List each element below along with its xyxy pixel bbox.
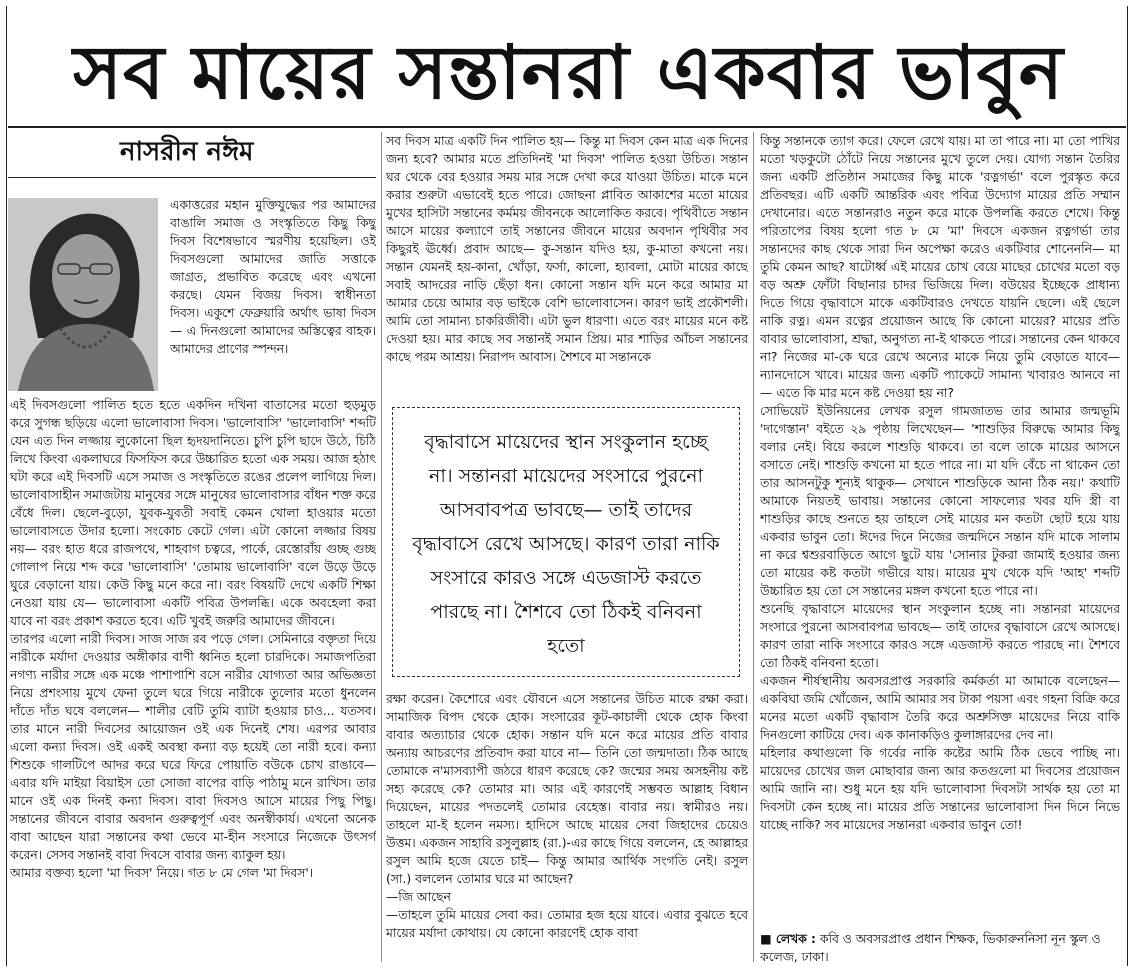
- pull-quote: বৃদ্ধাবাসে মায়েদের স্থান সংকুলান হচ্ছে না। সন্তানরা মায়েদের সংসারে পুরনো আসবাবপত্র ভাবছে— তাই তাদের বৃদ্ধাবাসে রেখে আসছে। কারণ তারা নাকি সংসারে কারও সঙ্গে এডজাস্ট করতে পারছে না। শৈশবে তো ঠিকই বনিবনা হতো: [412, 431, 720, 657]
- col2-reply-1: —জি আছেন: [386, 890, 451, 904]
- col1-paragraph-1: এই দিবসগুলো পালিত হতে হতে একদিন দখিনা বাতাসের মতো হুড়মুড় করে সুগন্ধ ছড়িয়ে এলো ভালোবাসা দিবস। 'ভালোবাসি' 'ভালোবাসি' শব্দটি যেন এত দিন লজ্জায় লুকোনো ছিল হৃদয়দানিতে। চুপি চুপি ছাদে উঠে, চিঠি লিখে কিংবা একলাঘরে ফিসফিস করে উচ্চারিত হতো এক সময়। আজ হঠাৎ ঘটা করে এই দিবসটি এসে সমাজ ও সংস্কৃতিতে রঙের প্রলেপ লাগিয়ে দিল। ভালোবাসাহীন সমাজটায় মানুষের সঙ্গে মানুষের ভালোবাসার বাঁধন শক্ত করে বেঁধে দিল। ছেলে-বুড়ো, যুবক-যুবতী সবাই কেমন খোলা হাওয়ার মতো ভালোবাসতে উদার হলো। সংকোচ কেটে গেল। এটা কোনো লজ্জার বিষয় নয়— বরং হাত ধরে রাজপথে, শাহবাগ চত্বরে, পার্কে, রেস্তোরাঁয় গুচ্ছ গুচ্ছ গোলাপ নিয়ে শব্দ করে 'ভালোবাসি' 'তোমায় ভালোবাসি' বলে উড়ে উড়ে ঘুরে বেড়ানো যায়। কেউ কিছু মনে করে না। বরং বিষয়টি দেখে একটি শিক্ষা নেওয়া যায় যে— ভালোবাসা একটি পবিত্র উপলব্ধি। একে অবহেলা করা যাবে না বরং প্রকাশ করতে হবে। এটি খুবই জরুরি আমাদের জীবনে।: [10, 398, 376, 628]
- portrait-image: [8, 198, 158, 391]
- col2-bottom: [386, 690, 748, 964]
- headline: সব মায়ের সন্তানরা একবার ভাবুন: [73, 30, 1064, 116]
- byline: নাসরীন নঈম: [120, 137, 254, 167]
- col1-beside-photo: [170, 196, 376, 394]
- column-separator-1: [381, 132, 382, 962]
- col3-paragraph-3: শুনেছি বৃদ্ধাবাসে মায়েদের স্থান সংকুলান হচ্ছে না। সন্তানরা মায়েদের সংসারে পুরনো আসবাবপত্র ভাবছে— তাই তাদের বৃদ্ধাবাসে রেখে আসছে। কারণ তারা নাকি সংসারে কারও সঙ্গে এডজাস্ট করতে পারছে না। শৈশবে তো ঠিকই বনিবনা হতো।: [760, 602, 1120, 670]
- col1-intro-paragraph: একাত্তরের মহান মুক্তিযুদ্ধের পর আমাদের বাঙালি সমাজ ও সংস্কৃতিতে কিছু কিছু দিবস বিশেষভাবে স্মরণীয় হয়েছিল। ওই দিবসগুলো আমাদের জাতি সত্তাকে জাগ্রত, প্রভাবিত করেছে এবং এখনো করছে। যেমন বিজয় দিবস। স্বাধীনতা দিবস। একুশে ফেব্রুয়ারি অর্থাৎ ভাষা দিবস— এ দিনগুলো আমাদের অস্তিত্বের বাহক। আমাদের প্রাণের স্পন্দন।: [170, 198, 376, 356]
- column-separator-2: [753, 132, 754, 962]
- col2-top: [386, 132, 748, 394]
- col1-paragraph-2: তারপর এলো নারী দিবস। সাজ সাজ রব পড়ে গেল। সেমিনারে বক্তৃতা দিয়ে নারীকে মর্যাদা দেওয়ার অঙ্গীকার বাণী ধ্বনিত হলো চারদিকে। সমাজপতিরা নগণ্য নারীর সঙ্গে এক মঞ্চে পাশাপাশি বসে নারীর যোগ্যতা আর অভিজ্ঞতা নিয়ে প্রশংসায় মুখে ফেনা তুলে ঘরে গিয়ে নারীকে তুলোর মতো ধুনলেন দাঁতে দাঁত ঘষে বললেন— শালীর বেটি তুমি ব্যাটা হওয়ার চাও... যতসব। তার মানে নারী দিবসের আয়োজন ওই এক দিনেই শেষ। এরপর আবার এলো কন্যা দিবস। ওই একই অবস্থা কন্যা বড় হয়েই তো নারী হবে। কন্যা শিশুকে গালটিপে আদর করে ঘরে ফিরে পোয়াতি বউকে চোখ রাঙাবে— এবার যদি মাইয়া বিয়াইস তো সোজা বাপের বাড়ি পাঠামু মনে রাখিস। তার মানে ওই এক দিনই কন্যা দিবস। বাবা দিবসও আসে মায়ের পিছু পিছু। সন্তানের জীবনে বাবার অবদান গুরুত্বপূর্ণ এবং অনস্বীকার্য। এখনো অনেক বাবা আছেন যারা সন্তানের কথা ভেবে মা-হীন সংসারে নিজেকে উৎসর্গ করেন। সেসব সন্তানই বাবা দিবসে বাবার জন্য ব্যাকুল হয়।: [10, 632, 376, 862]
- col3-paragraph-1: কিন্তু সন্তানকে ত্যাগ করে। ফেলে রেখে যায়। মা তা পারে না। মা তো পাখির মতো খড়কুটো ঠোঁটে নিয়ে সন্তানের মুখে তুলে দেয়। যোগ্য সন্তান তৈরির জন্য একটি প্রতিষ্ঠান সমাজের কিছু মাকে 'রত্নগর্ভা' বলে পুরস্কৃত করে প্রতিবছর। এটি একটি আন্তরিক এবং পবিত্র উদ্যোগ মায়ের প্রতি সম্মান দেখানোর। এতে সন্তানরাও নতুন করে মাকে উপলব্ধি করতে শেখে। কিন্তু পরিতাপের বিষয় হলো গত ৮ মে 'মা' দিবসে একজন রত্নগর্ভা তার সন্তানদের কাছ থেকে সারা দিন অপেক্ষা করেও একটিবার শোনেননি— মা তুমি কেমন আছ? ষাটোর্ধ্ব এই মায়ের চোখ বেয়ে মাছের চোখের মতো বড় বড় অশ্রু ফোঁটা বিছানার চাদর ভিজিয়ে দিল। বউয়ের ইচ্ছেকে প্রাধান্য দিতে গিয়ে বৃদ্ধাবাসে মাকে একটিবারও দেখতে যায়নি ছেলে। এই ছেলে নাকি রত্ন। এমন রত্নের প্রয়োজন আছে কি কোনো মায়ের? মায়ের প্রতি বাবার ভালোবাসা, শ্রদ্ধা, অনুগত্য না-ই থাকতে পারে। সন্তানের কেন থাকবে না? নিজের মা-কে ঘরে রেখে অন্যের মাকে নিয়ে তুমি বেড়াতে যাবে— ন্যানদোসে খাবে। মায়ের জন্য একটি প্যাকেটে সামান্য খাবারও আনবে না— এতে কি মার মনে কষ্ট দেওয়া হয় না?: [760, 134, 1120, 400]
- headline-rule: [8, 126, 1126, 128]
- col1-body: [10, 396, 376, 954]
- col3-body: [760, 132, 1120, 928]
- author-note-marker: ■ লেখক :: [760, 932, 816, 946]
- col1-paragraph-3: আমার বক্তব্য হলো 'মা দিবস' নিয়ে। গত ৮ মে গেল 'মা দিবস'।: [10, 866, 314, 880]
- col2-reply-2: —তাহলে তুমি মায়ের সেবা কর। তোমার হজ হয়ে যাবে। এবার বুঝতে হবে মায়ের মর্যাদা কোথায়। যে কোনো কারণেই হোক বাবা: [386, 908, 748, 940]
- author-photo: [8, 198, 158, 391]
- byline-rule: [8, 177, 376, 178]
- author-note-text: কবি ও অবসরপ্রাপ্ত প্রধান শিক্ষক, ভিকারুননিসা নূন স্কুল ও কলেজ, ঢাকা।: [760, 932, 1101, 964]
- col3-paragraph-2: সোভিয়েট ইউনিয়নের লেখক রসুল গামজাতভ তার আমার জন্মভূমি 'দাগেস্তান' বইতে ২৯ পৃষ্ঠায় লিখেছেন— 'শাশুড়ির বিরুদ্ধে আমার কিছু বলার নেই। বিয়ে করলে শাশুড়ি থাকবে। তা বলে তাকে মায়ের আসনে বসাতে নেই। শাশুড়ি কখনো মা হতে পারে না। মা যদি বেঁচে না থাকেন তো তার আসনটুকু শূন্যই থাকুক— সেখানে শাশুড়িকে আনা ঠিক নয়।' কথাটি আমাকে নিয়তই ভাবায়। সন্তানের কোনো সাফল্যের খবর যদি স্ত্রী বা শাশুড়ির কাছে শুনতে হয় তাহলে সেই মায়ের মন কতটা ছোট হয়ে যায় একবার ভাবুন তো। ঈদের দিনে নিজের জন্মদিনে সন্তান যদি মাকে সালাম না করে শ্বশুরবাড়িতে আগে ছুটে যায় 'সোনার টুকরা জামাই হওয়ার জন্য তো মায়ের কষ্ট কতটা গভীরে যায়। মায়ের মুখ থেকে যদি 'আহ' শব্দটি উচ্চারিত হয় তো সে সন্তানের মঙ্গল কখনো হতে পারে না।: [760, 404, 1120, 598]
- col2-paragraph-top: সব দিবস মাত্র একটি দিন পালিত হয়— কিন্তু মা দিবস কেন মাত্র এক দিনের জন্য হবে? আমার মতে প্রতিদিনই 'মা দিবস' পালিত হওয়া উচিত। সন্তান ঘর থেকে বের হওয়ার সময় মার সঙ্গে দেখা করে যাওয়া উচিত। মাকে মনে করার শুরুটা এভাবেই হতে পারে। জোছনা প্লাবিত আকাশের মতো মায়ের মুখের হাসিটা সন্তানের কর্মময় জীবনকে আলোকিত করবে। পৃথিবীতে সন্তান আসে মায়ের কল্যাণে তাই সন্তানের জীবনে মায়ের অবদান পৃথিবীর সব কিছুরই ঊর্ধ্বে। প্রবাদ আছে— কু-সন্তান যদিও হয়, কু-মাতা কখনো নয়। সন্তান যেমনই হয়-কানা, খোঁড়া, ফর্সা, কালো, হ্যাবলা, মোটা মায়ের কাছে সবাই আদরের নাড়ি ছেঁড়া ধন। কোনো সন্তান যদি মনে করে আমার মা আমার চেয়ে আমার বড় ভাইকে বেশি ভালোবাসেন। কারণ ভাই প্রকৌশলী। আমি তো সামান্য চাকরিজীবী। এটা ভুল ধারণা। এতে বরং মায়ের মনে কষ্ট দেওয়া হয়। মার কাছে সব সন্তানই সমান প্রিয়। মার শাড়ির আঁচল সন্তানের কাছে পরম আশ্রয়। নিরাপদ আবাস। শৈশবে মা সন্তানকে: [386, 134, 748, 364]
- col2-paragraph-bottom: রক্ষা করেন। কৈশোরে এবং যৌবনে এসে সন্তানের উচিত মাকে রক্ষা করা। সামাজিক বিপদ থেকে হোক। সংসারের কূট-কাচালী থেকে হোক কিংবা বাবার অত্যাচার থেকে হোক। সন্তান যদি মনে করে মায়ের প্রতি বাবার অন্যায় আচরণের প্রতিবাদ করা যাবে না— তিনি তো জন্মদাতা। ঠিক আছে তোমাকে ন'মাসব্যাপী জঠরে ধারণ করেছে কে? জন্মের সময় অসহনীয় কষ্ট সহ্য করেছে কে? তোমার মা। আর এই কারণেই সম্ভবত আল্লাহ বিধান দিয়েছেন, মায়ের পদতলেই তোমার বেহেস্ত। বাবার নয়। স্বামীরও নয়। তাহলে মা-ই হলেন নমস্য। হাদিসে আছে মায়ের সেবা জিহাদের চেয়েও উত্তম। একজন সাহাবি রসুলুল্লাহ (রা.)-এর কাছে গিয়ে বললেন, হে আল্লাহর রসুল আমি হজে যেতে চাই— কিন্তু আমার আর্থিক সংগতি নেই। রসুল (সা.) বললেন তোমার ঘরে মা আছেন?: [386, 692, 748, 886]
- col3-paragraph-4: একজন শীর্ষস্থানীয় অবসরপ্রাপ্ত সরকারি কর্মকর্তা মা আমাকে বলেছেন— একবিঘা জমি খোঁজেন, আমি আমার সব টাকা পয়সা এবং গহনা বিক্রি করে মনের মতো একটি বৃদ্ধাবাস তৈরি করে অশ্রুসিক্ত মায়েদের নিয়ে বাকি দিনগুলো কাটিয়ে দেব। এক কানাকড়িও কুলাঙ্গারদের দেব না।: [760, 674, 1120, 742]
- col3-paragraph-5: মহিলার কথাগুলো কি গর্বের নাকি কষ্টের আমি ঠিক ভেবে পাচ্ছি না। মায়েদের চোখের জল মোছাবার জন্য আর কতগুলো মা দিবসের প্রয়োজন আমি জানি না। শুধু মনে হয় যদি ভালোবাসা দিবসটা সার্থক হয় তো মা দিবসটা কেন হচ্ছে না। মায়ের প্রতি সন্তানের ভালোবাসা দিন দিনে নিভে যাচ্ছে নাকি? সব মায়েদের সন্তানরা একবার ভাবুন তো!: [760, 746, 1120, 832]
- author-note: [760, 930, 1120, 968]
- left-border-rule: [6, 6, 7, 966]
- right-border-rule: [1127, 6, 1128, 966]
